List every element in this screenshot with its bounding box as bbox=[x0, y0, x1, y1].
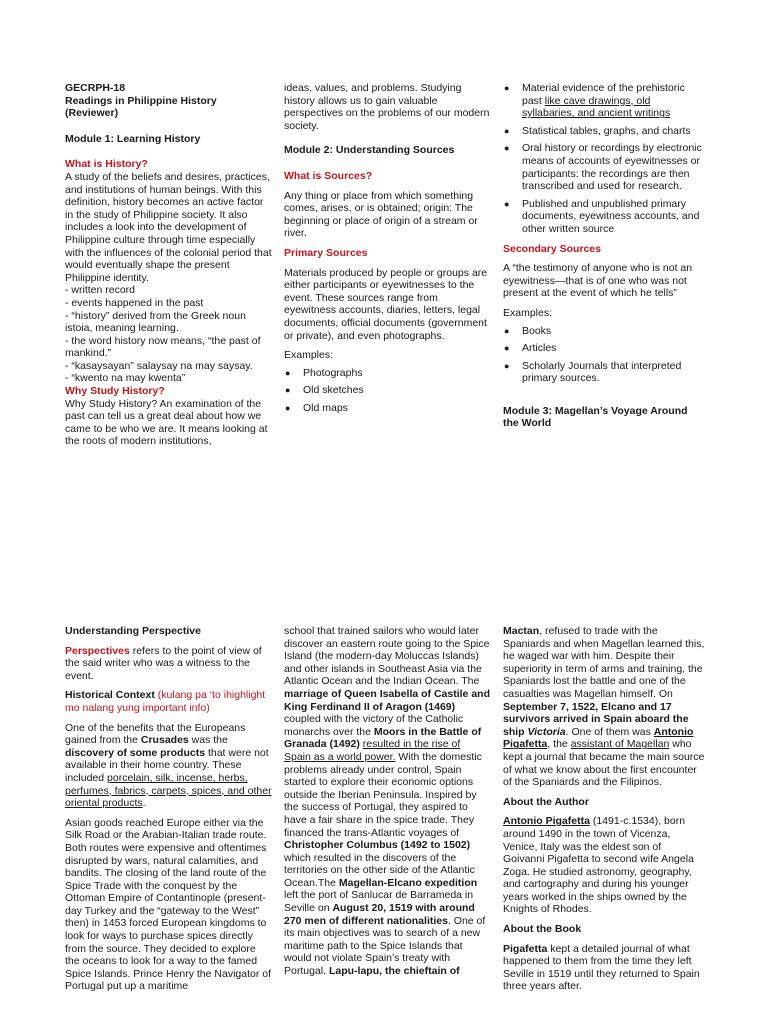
historical-context-p2: Asian goods reached Europe either via the Silk Road or the Arabian-Italian trade route. Both routes were expensive and oftentimes disrupted by wars, natural calamities, and bandits. The closing of the land route of the Spice Trade with the conquest by the Ottoman Empire of Contantinople (present-day Turkey and the “gateway to the West” then) in 1453 forced European kingdoms to look for ways to purchase spices directly from the source. They decided to explore the oceans to look for a way to the famed Spice Islands. Prince Henry the Navigator of Portugal put up a maritime bbox=[65, 816, 272, 993]
list-item: ● Statistical tables, graphs, and charts bbox=[503, 125, 703, 138]
what-is-history-body: A study of the beliefs and desires, practices, and institutions of human beings. With this definition, history becomes an active factor in the study of Philippine society. It also includes a look into the development of Philippine culture through time especially with the influences of the colonial period that would eventually shape the present Philippine identity. bbox=[65, 170, 272, 284]
perspective-body: Perspectives refers to the point of view of the said writer who was a witness to the event. bbox=[65, 644, 262, 682]
historical-context-p1: One of the benefits that the Europeans gained from the Crusades was the discovery of some products that were not available in their home country. These included porcelain, silk, incense, herbs, perfumes, fabrics, carpets, spices, and other oriental products. bbox=[65, 721, 272, 810]
about-book-heading: About the Book bbox=[503, 923, 582, 936]
what-is-history-heading: What is History? bbox=[65, 158, 148, 171]
history-point: - “kasaysayan” salaysay na may saysay. bbox=[65, 359, 253, 372]
examples-label: Examples: bbox=[503, 306, 553, 319]
course-code: GECRPH-18 bbox=[65, 82, 126, 94]
primary-sources-heading: Primary Sources bbox=[284, 246, 368, 259]
list-item: ● Oral history or recordings by electronic means of accounts of eyewitnesses or participants: the recordings are then transcribed and used for research. bbox=[503, 142, 703, 192]
secondary-sources-body: A “the testimony of anyone who is not an eyewitness—that is of one who was not present at the event of which he tells” bbox=[503, 262, 693, 300]
history-point: - events happened in the past bbox=[65, 296, 204, 309]
historical-context-p3: school that trained sailors who would later discover an eastern route going to the Spice Island (the modern-day Moluccas Islands) and other islands in Southeast Asia via the Atlantic Ocean and the Indian Ocean. The marriage of Queen Isabella of Castile and King Ferdinand II of Aragon (1469) coupled with the victory of the Catholic monarchs over the Moors in the Battle of Granada (1492) resulted in the rise of Spain as a world power. With the domestic problems already under control, Spain started to explore their economic options outside the Iberian Peninsula. Inspired by the success of Portugal, they aspired to have a fair share in the spice trade. They financed the trans-Atlantic voyages of Christopher Columbus (1492 to 1502) which resulted in the discovers of the territories on the other side of the Atlantic Ocean.The Magellan-Elcano expedition left the port of Sanlucar de Barrameda in Seville on August 20, 1519 with around 270 men of different nationalities. One of its main objectives was to search of a new maritime path to the Spice Islands that would not violate Spain’s treaty with Portugal. Lapu-lapu, the chieftain of bbox=[284, 625, 490, 978]
secondary-examples-list bbox=[503, 325, 703, 385]
history-point: - written record bbox=[65, 284, 136, 297]
top-column-2 bbox=[284, 82, 490, 414]
list-item: ● Material evidence of the prehistoric past like cave drawings, old syllabaries, and ancient writings bbox=[503, 82, 703, 120]
bottom-column-3 bbox=[503, 625, 705, 993]
primary-examples-list bbox=[284, 367, 490, 415]
about-author-heading: About the Author bbox=[503, 795, 589, 808]
why-study-history-heading: Why Study History? bbox=[65, 385, 165, 398]
history-point: - the word history now means, “the past of mankind.” bbox=[65, 334, 261, 360]
history-point: - “history” derived from the Greek noun istoia, meaning learning. bbox=[65, 309, 246, 335]
top-column-1 bbox=[65, 82, 273, 448]
about-book-body: Pigafetta kept a detailed journal of what happened to them from the time they left Seville in 1519 until they returned to Spain three years after. bbox=[503, 942, 700, 993]
history-point: - “kwento na may kwenta” bbox=[65, 372, 186, 385]
list-item: ● Photographs bbox=[284, 367, 490, 380]
list-item: ● Books bbox=[503, 325, 703, 338]
list-item: ● Scholarly Journals that interpreted primary sources. bbox=[503, 360, 703, 385]
why-study-history-continued: ideas, values, and problems. Studying history allows us to gain valuable perspectives on the problems of our modern society. bbox=[284, 82, 490, 132]
primary-sources-body: Materials produced by people or groups are either participants or eyewitnesses to the event. These sources range from eyewitness accounts, diaries, letters, legal documents, official documents (government or private), and even photographs. bbox=[284, 266, 488, 342]
what-is-sources-heading: What is Sources? bbox=[284, 169, 373, 182]
document-title: Readings in Philippine History bbox=[65, 94, 217, 107]
examples-label: Examples: bbox=[284, 349, 334, 362]
module3-heading: Module 3: Magellan’s Voyage Around the World bbox=[503, 404, 688, 430]
bottom-column-1 bbox=[65, 625, 273, 993]
historical-context-heading: Historical Context (kulang pa ‘to ihighlight mo nalang yung important info) bbox=[65, 689, 266, 714]
primary-examples-list-continued bbox=[503, 82, 703, 236]
bottom-column-2 bbox=[284, 625, 490, 978]
what-is-sources-body: Any thing or place from which something comes, arises, or is obtained; origin: The beginning or place of origin of a stream or river. bbox=[284, 189, 478, 240]
module1-heading: Module 1: Learning History bbox=[65, 132, 201, 145]
list-item: ● Published and unpublished primary documents, eyewitness accounts, and other written source bbox=[503, 198, 703, 236]
list-item: ● Old maps bbox=[284, 402, 490, 415]
top-column-3 bbox=[503, 82, 703, 430]
about-author-body: Antonio Pigafetta (1491-c.1534), born around 1490 in the town of Vicenza, Venice, Italy was the eldest son of Goivanni Pigafetta to second wife Angela Zoga. He studied astronomy, geography, and cartography and during his younger years worked in the ships owned by the Knights of Rhodes. bbox=[503, 815, 694, 916]
why-study-history-body: Why Study History? An examination of the past can tell us a great deal about how we came to be who we are. It means looking at the roots of modern institutions, bbox=[65, 397, 268, 448]
perspective-heading: Understanding Perspective bbox=[65, 625, 201, 637]
list-item: ● Articles bbox=[503, 342, 703, 355]
historical-context-p3-continued: Mactan, refused to trade with the Spaniards and when Magellan learned this, he waged war with him. Despite their superiority in term of arms and training, the Spaniards lost the battle and one of the casualties was Magellan himself. On September 7, 1522, Elcano and 17 survivors arrived in Spain aboard the ship Victoria. One of them was Antonio Pigafetta, the assistant of Magellan who kept a journal that became the main source of what we know about the first encounter of the Spaniards and the Filipinos. bbox=[503, 625, 705, 789]
module2-heading: Module 2: Understanding Sources bbox=[284, 144, 455, 157]
secondary-sources-heading: Secondary Sources bbox=[503, 242, 602, 255]
document-subtitle: (Reviewer) bbox=[65, 107, 119, 120]
list-item: ● Old sketches bbox=[284, 384, 490, 397]
